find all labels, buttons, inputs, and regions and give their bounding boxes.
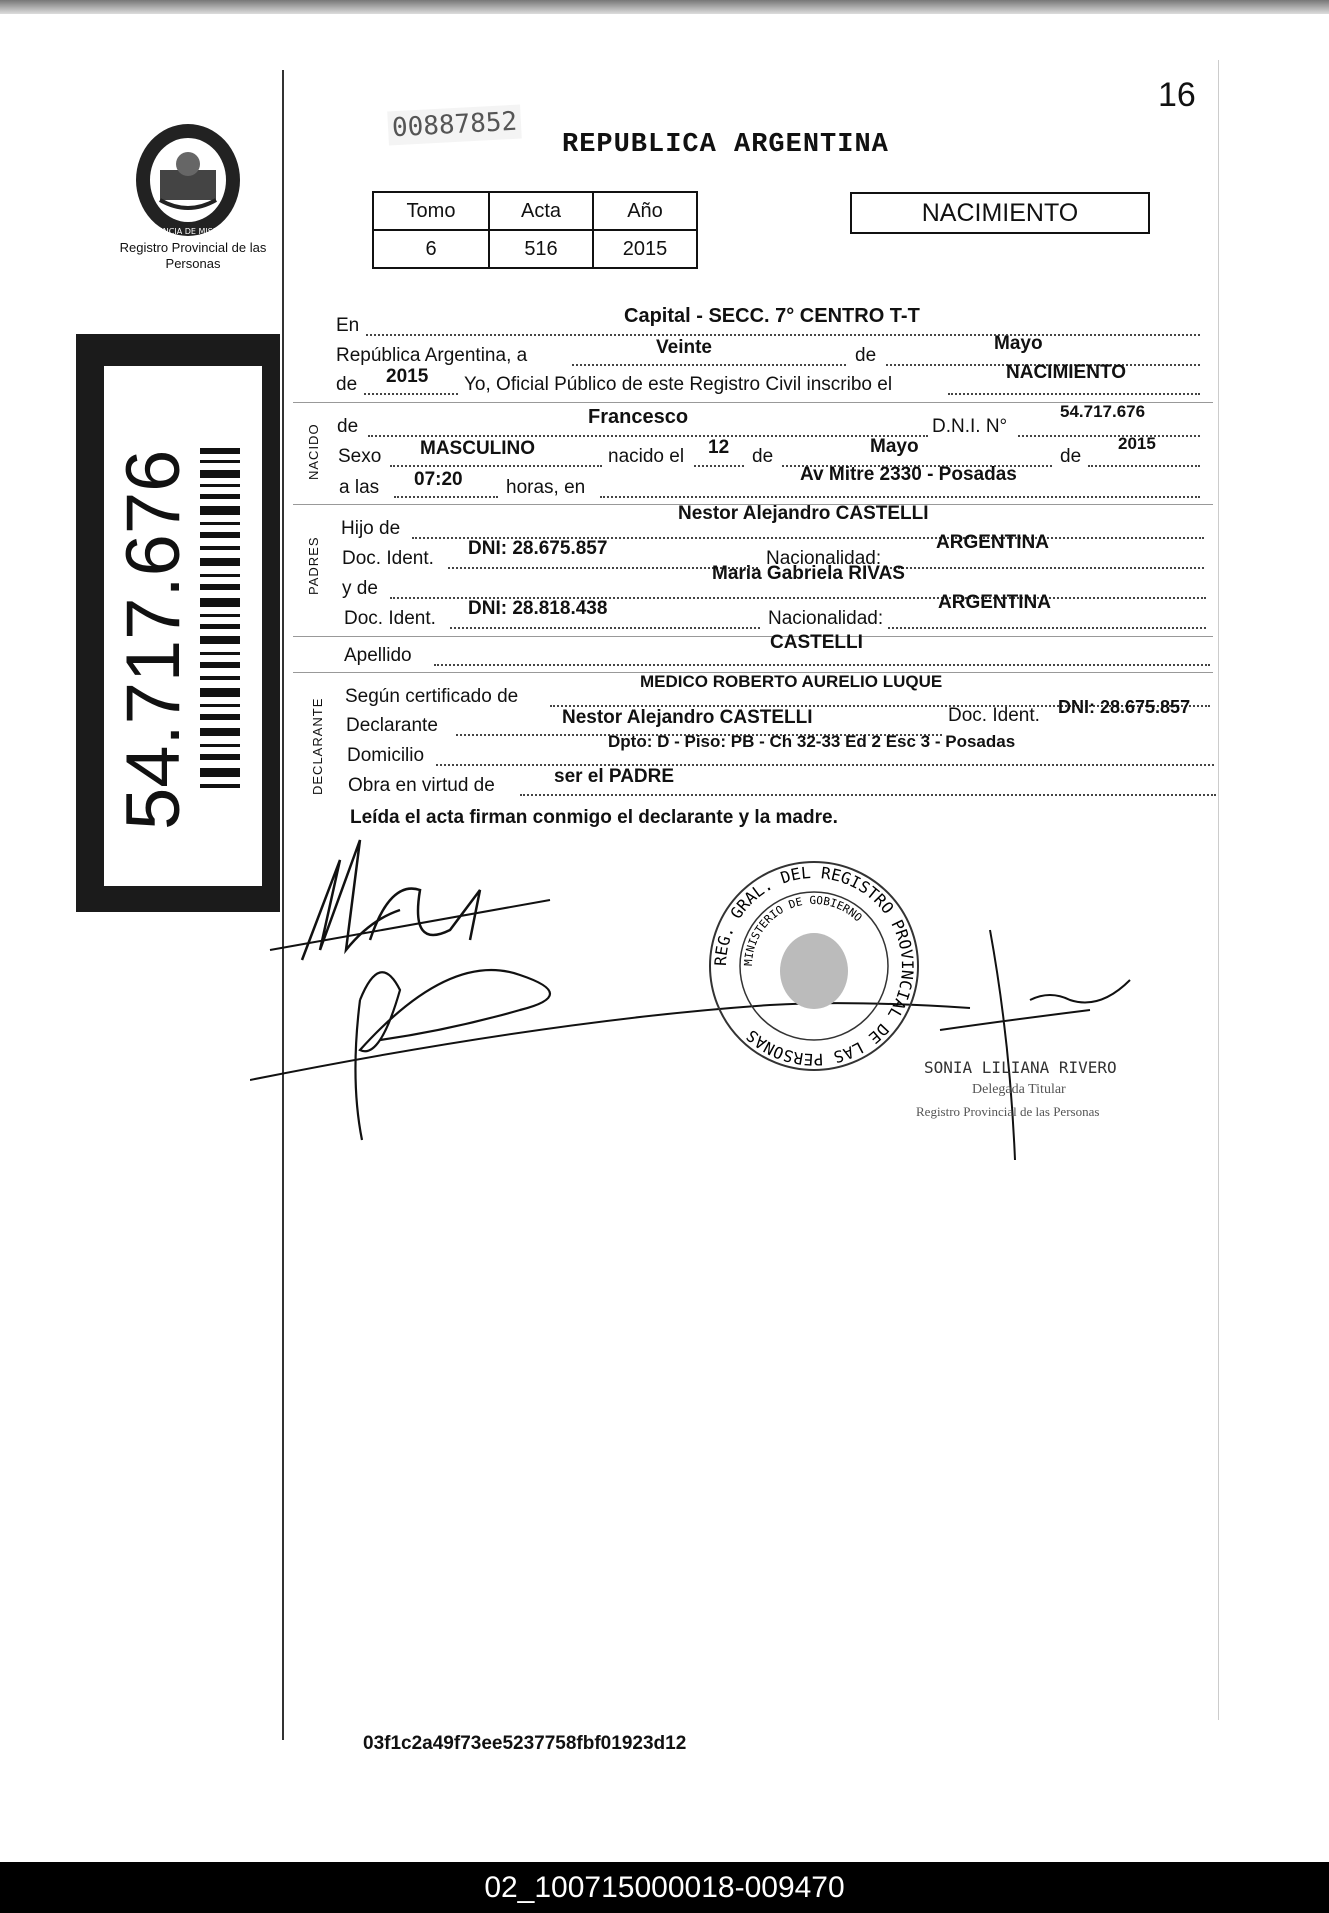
dotted-line [888, 627, 1206, 629]
value-address: Dpto: D - Piso: PB - Ch 32-33 Ed 2 Esc 3 - Posadas [608, 732, 1016, 751]
acta-value: 516 [489, 230, 593, 268]
page-number: 16 [1158, 76, 1196, 114]
label-doc-ident-father: Doc. Ident. [342, 548, 434, 569]
dotted-line [394, 496, 498, 498]
country-title: REPUBLICA ARGENTINA [562, 130, 889, 160]
value-father: Nestor Alejandro CASTELLI [678, 503, 929, 524]
label-nacido-el: nacido el [608, 446, 685, 467]
label-nationality-mother: Nacionalidad: [768, 608, 884, 629]
value-mother-dni: DNI: 28.818.438 [468, 598, 608, 619]
label-de2: de [336, 374, 358, 395]
label-apellido: Apellido [344, 645, 412, 666]
dotted-line [390, 465, 602, 467]
label-hijo-de: Hijo de [341, 518, 401, 539]
value-name: Francesco [588, 406, 689, 428]
label-horas-en: horas, en [506, 477, 586, 498]
value-birth-month: Mayo [870, 436, 919, 457]
label-a-las: a las [339, 477, 380, 498]
label-en: En [336, 315, 360, 336]
value-mother-nationality: ARGENTINA [938, 592, 1051, 613]
value-declarant: Nestor Alejandro CASTELLI [562, 707, 813, 728]
dotted-line [1018, 435, 1200, 437]
label-doc-ident-mother: Doc. Ident. [344, 608, 436, 629]
closing-statement: Leída el acta firman conmigo el declarante y la madre. [350, 807, 838, 828]
scan-top-band [0, 0, 1329, 14]
value-day: Veinte [656, 337, 712, 358]
logo-ring-text: PROVINCIA DE MISIONES [138, 227, 238, 236]
official-stamp [704, 856, 924, 1076]
anio-value: 2015 [593, 230, 697, 268]
value-certificate: MEDICO ROBERTO AURELIO LUQUE [640, 672, 943, 691]
value-reason: ser el PADRE [554, 766, 675, 787]
value-father-nationality: ARGENTINA [936, 532, 1049, 553]
label-nationality-father: Nacionalidad: [766, 548, 882, 569]
registry-name: Registro Provincial de las Personas [119, 240, 267, 271]
value-birth-day: 12 [708, 437, 730, 458]
province-seal-logo [130, 118, 246, 238]
dotted-line [694, 465, 744, 467]
value-year: 2015 [386, 366, 429, 387]
tomo-header: Tomo [373, 192, 489, 230]
label-de: de [855, 345, 877, 366]
value-sex: MASCULINO [420, 438, 536, 459]
anio-header: Año [593, 192, 697, 230]
dotted-line [434, 664, 1210, 666]
label-de-month: de [752, 446, 774, 467]
value-month: Mayo [994, 333, 1043, 354]
dotted-line [886, 567, 1204, 569]
value-act: NACIMIENTO [1006, 362, 1126, 383]
record-type-box: NACIMIENTO [850, 192, 1150, 234]
document-hash: 03f1c2a49f73ee5237758fbf01923d12 [363, 1733, 687, 1754]
label-obra: Obra en virtud de [348, 775, 495, 796]
label-doc-ident-declarant: Doc. Ident. [948, 705, 1040, 726]
official-name: SONIA LILIANA RIVERO [924, 1058, 1117, 1077]
dotted-line [436, 764, 1214, 766]
dotted-line [948, 393, 1200, 395]
record-table [372, 191, 698, 269]
value-birth-year: 2015 [1118, 434, 1156, 453]
value-place: Capital - SECC. 7° CENTRO T-T [624, 305, 920, 327]
label-segun-certificado: Según certificado de [345, 686, 519, 707]
label-de-year: de [1060, 446, 1082, 467]
section-separator [293, 636, 1213, 637]
scan-footer-id: 02_100715000018-009470 [0, 1862, 1329, 1913]
stamp-inner-text: MINISTERIO DE GOBIERNO [741, 893, 865, 967]
dotted-line [600, 496, 1200, 498]
label-sexo: Sexo [338, 446, 382, 467]
dotted-line [572, 364, 846, 366]
acta-header: Acta [489, 192, 593, 230]
value-mother: Maria Gabriela RIVAS [712, 563, 905, 584]
label-dni-no: D.N.I. N° [932, 416, 1008, 437]
barcode-bars [200, 448, 240, 798]
dotted-line [450, 627, 760, 629]
label-republica: República Argentina, a [336, 345, 528, 366]
dotted-line [366, 334, 1200, 336]
label-declarante: Declarante [346, 715, 438, 736]
tomo-value: 6 [373, 230, 489, 268]
side-label-born: NACIDO [306, 423, 321, 480]
dotted-line [364, 393, 458, 395]
value-father-dni: DNI: 28.675.857 [468, 538, 608, 559]
official-title: Delegada Titular [972, 1082, 1066, 1097]
official-office: Registro Provincial de las Personas [916, 1104, 1100, 1119]
value-declarant-dni: DNI: 28.675.857 [1058, 697, 1191, 717]
label-yo-oficial: Yo, Oficial Público de este Registro Civil inscribo el [464, 374, 893, 395]
stamp-ring-text: REG. GRAL. DEL REGISTRO PROVINCIAL DE LAS PERSONAS [710, 862, 918, 1070]
barcode-dni: 54.717.676 [111, 449, 196, 830]
label-de-name: de [337, 416, 359, 437]
label-domicilio: Domicilio [347, 745, 425, 766]
side-label-parents: PADRES [306, 536, 321, 595]
value-time: 07:20 [414, 469, 463, 490]
value-birth-place: Av Mitre 2330 - Posadas [800, 464, 1017, 485]
dotted-line [520, 794, 1216, 796]
dotted-line [368, 435, 928, 437]
side-label-declarant: DECLARANTE [310, 697, 325, 795]
label-y-de: y de [342, 578, 378, 599]
dotted-line [1088, 465, 1200, 467]
serial-number: 00887852 [387, 105, 522, 146]
value-surname: CASTELLI [770, 632, 863, 653]
value-dni: 54.717.676 [1060, 402, 1146, 421]
